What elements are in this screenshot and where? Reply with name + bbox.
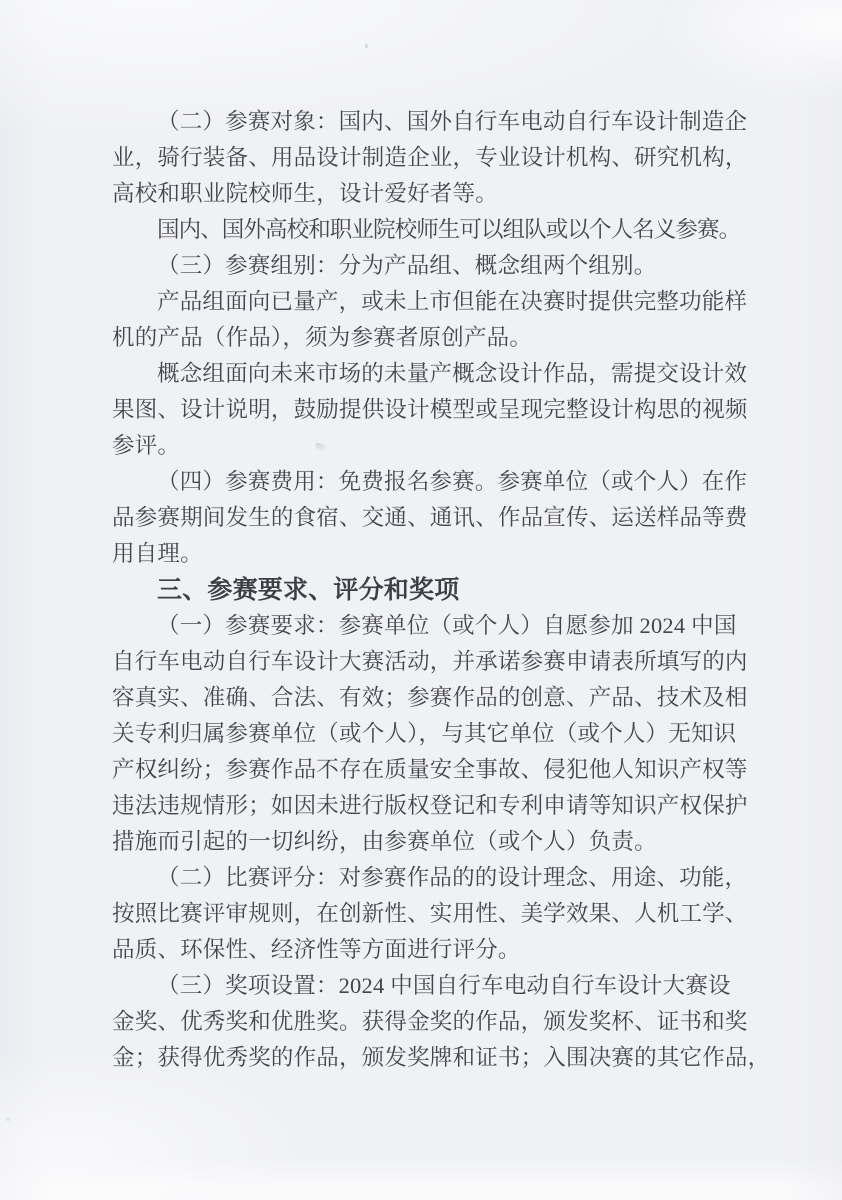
document-text-block [112, 104, 772, 1076]
text-line: （四）参赛费用：免费报名参赛。参赛单位（或个人）在作 [157, 469, 748, 494]
text-line: 产权纠纷；参赛作品不存在质量安全事故、侵犯他人知识产权等 [112, 757, 748, 782]
text-line: 关专利归属参赛单位（或个人），与其它单位（或个人）无知识 [112, 721, 737, 746]
text-line: 用自理。 [112, 541, 203, 566]
text-line: 业，骑行装备、用品设计制造企业，专业设计机构、研究机构， [112, 145, 748, 170]
text-line: 果图、设计说明，鼓励提供设计模型或呈现完整设计构思的视频 [112, 397, 748, 422]
text-line: 金；获得优秀奖的作品，颁发奖牌和证书；入围决赛的其它作品， [112, 1045, 771, 1070]
text-line: （三）奖项设置：2024 中国自行车电动自行车设计大赛设 [157, 973, 731, 998]
scan-speck [365, 44, 368, 48]
text-line: 违法违规情形；如因未进行版权登记和专利申请等知识产权保护 [112, 793, 748, 818]
text-line: （一）参赛要求：参赛单位（或个人）自愿参加 2024 中国 [157, 613, 737, 638]
text-line: 金奖、优秀奖和优胜奖。获得金奖的作品，颁发奖杯、证书和奖 [112, 1009, 748, 1034]
text-line: 措施而引起的一切纠纷，由参赛单位（或个人）负责。 [112, 829, 657, 854]
text-line: 品参赛期间发生的食宿、交通、通讯、作品宣传、运送样品等费 [112, 505, 748, 530]
scan-speck [6, 1118, 10, 1121]
text-line: 容真实、准确、合法、有效；参赛作品的创意、产品、技术及相 [112, 685, 748, 710]
section-heading: 三、参赛要求、评分和奖项 [157, 576, 460, 604]
text-line: 自行车电动自行车设计大赛活动，并承诺参赛申请表所填写的内 [112, 649, 748, 674]
text-line: 国内、国外高校和职业院校师生可以组队或以个人名义参赛。 [157, 217, 741, 242]
text-line: （三）参赛组别：分为产品组、概念组两个组别。 [157, 253, 657, 278]
text-line: （二）比赛评分：对参赛作品的的设计理念、用途、功能， [157, 865, 748, 890]
text-line: （二）参赛对象：国内、国外自行车电动自行车设计制造企 [157, 109, 748, 134]
text-line: 按照比赛评审规则，在创新性、实用性、美学效果、人机工学、 [112, 901, 748, 926]
text-line: 参评。 [112, 433, 181, 458]
text-line: 高校和职业院校师生，设计爱好者等。 [112, 181, 498, 206]
text-line: 产品组面向已量产，或未上市但能在决赛时提供完整功能样 [157, 289, 748, 314]
text-line: 品质、环保性、经济性等方面进行评分。 [112, 937, 521, 962]
text-line: 概念组面向未来市场的未量产概念设计作品，需提交设计效 [157, 361, 748, 386]
text-line: 机的产品（作品），须为参赛者原创产品。 [112, 325, 533, 350]
